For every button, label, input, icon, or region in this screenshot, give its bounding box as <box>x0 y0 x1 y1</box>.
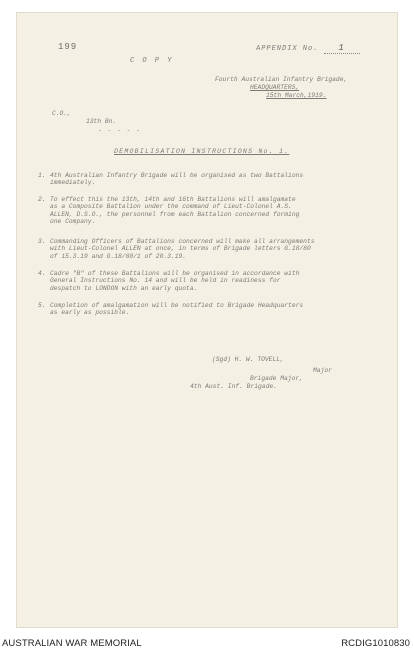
paragraph-1 <box>50 172 370 187</box>
paragraph-4 <box>50 270 370 292</box>
paragraph-number: 2. <box>38 196 46 203</box>
paragraph-line: of 15.3.19 and G.18/80/1 of 20.3.19. <box>50 252 187 260</box>
paragraph-line: as early as possible. <box>50 309 130 317</box>
paragraph-line: Cadre "B" of these Battalions will be organised in accordance with <box>50 270 300 277</box>
paragraph-line: as a Composite Battalion under the command of Lieut-Colonel A.S. <box>50 203 292 211</box>
from-line-unit: Fourth Australian Infantry Brigade, <box>215 76 348 83</box>
paragraph-3 <box>50 238 370 260</box>
appendix-number: 1 <box>324 45 360 54</box>
paragraph-number: 3. <box>38 238 46 245</box>
from-line-date: 15th March,1919. <box>266 92 327 99</box>
appendix-heading <box>256 45 360 54</box>
footer-record-id: RCDIG1010830 <box>341 638 410 649</box>
paragraph-5 <box>50 302 370 317</box>
document-sheet <box>16 12 398 628</box>
paragraph-number: 5. <box>38 302 46 309</box>
paragraph-line: 4th Australian Infantry Brigade will be organised as two Battalions <box>50 172 304 179</box>
footer-archive-name: AUSTRALIAN WAR MEMORIAL <box>2 638 142 649</box>
paragraph-number: 1. <box>38 172 46 179</box>
paragraph-line: immediately. <box>50 179 96 187</box>
paragraph-line: with Lieut-Colonel ALLEN at once, in terms of Brigade letters G.18/80 <box>50 245 311 253</box>
document-title: DEMOBILISATION INSTRUCTIONS No. 1. <box>114 148 290 155</box>
copy-label: C O P Y <box>130 57 174 65</box>
paragraph-2 <box>50 196 370 226</box>
addressee-battalion: 13th Bn. <box>86 118 117 125</box>
paragraph-line: General Instructions No. 14 and will be held in readiness for <box>50 277 281 285</box>
signature-rank: Major <box>313 367 332 374</box>
paragraph-line: despatch to LONDON with an early quota. <box>50 284 198 292</box>
signature-unit: 4th Aust. Inf. Brigade. <box>190 383 277 390</box>
paragraph-line: To effect this the 13th, 14th and 16th Battalions will amalgamate <box>50 196 296 203</box>
page-number: 199 <box>58 42 78 52</box>
signature-name: (Sgd) H. W. TOVELL, <box>212 356 284 363</box>
addressee-co: C.O., <box>52 110 71 117</box>
signature-role: Brigade Major, <box>250 375 303 382</box>
paragraph-line: Completion of amalgamation will be notified to Brigade Headquarters <box>50 302 304 309</box>
paragraph-line: Commanding Officers of Battalions concerned will make all arrangements <box>50 238 315 245</box>
paragraph-number: 4. <box>38 270 46 277</box>
paragraph-line: ALLEN, D.S.O., the personnel from each Battalion concerned forming <box>50 210 300 218</box>
appendix-label: APPENDIX No. <box>256 45 319 53</box>
addressee-rule: - - - - - <box>98 127 142 134</box>
paragraph-line: one Company. <box>50 218 96 226</box>
from-line-hq: HEADQUARTERS, <box>250 84 300 91</box>
